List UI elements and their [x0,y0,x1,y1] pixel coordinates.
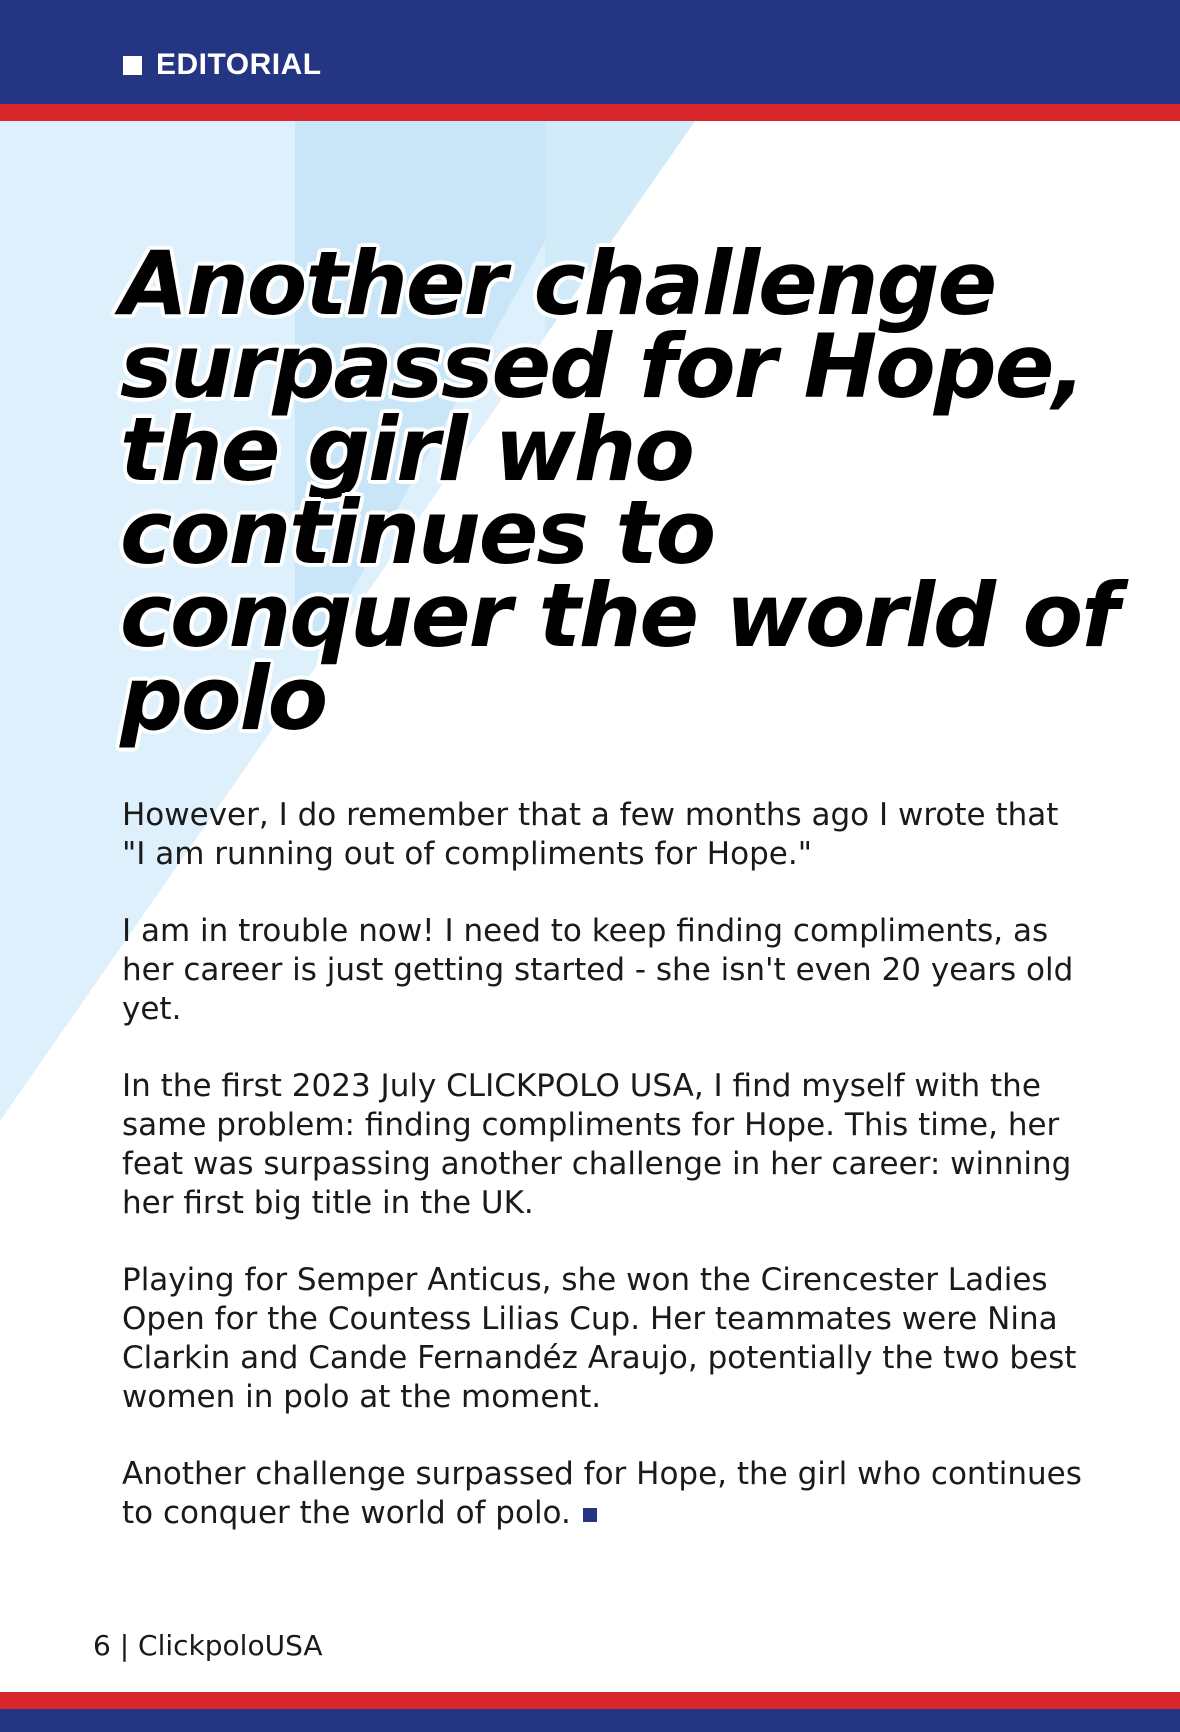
paragraph: Playing for Semper Anticus, she won the Cirencester Ladies Open for the Countess Lilias Cup. Her teammates were Nina Clarkin and Cande Fernandéz Araujo, potentially the two best women in polo at the moment. [122,1262,1077,1415]
paragraph: I am in trouble now! I need to keep finding compliments, as her career is just getting started - she isn't even 20 years old yet. [122,913,1074,1027]
paragraph-final [122,1455,1082,1533]
paragraph-final-text: Another challenge surpassed for Hope, the girl who continues to conquer the world of polo. [122,1456,1082,1531]
square-bullet-icon [123,56,142,75]
article-body [122,796,1082,1571]
end-mark-icon [583,1508,597,1522]
paragraph: However, I do remember that a few months ago I wrote that "I am running out of compliments for Hope." [122,797,1059,872]
section-label: EDITORIAL [156,48,322,81]
section-tag [123,50,322,80]
article-headline: Another challenge surpassed for Hope, the girl who continues to conquer the world of polo [120,232,1118,750]
paragraph: In the first 2023 July CLICKPOLO USA, I find myself with the same problem: finding compliments for Hope. This time, her feat was surpassing another challenge in her career: winning her first big title in the UK. [122,1068,1072,1221]
footer-bar [0,1709,1180,1732]
page-footer: 6 | ClickpoloUSA [93,1629,323,1662]
header-red-stripe [0,104,1180,121]
footer-red-stripe [0,1692,1180,1709]
